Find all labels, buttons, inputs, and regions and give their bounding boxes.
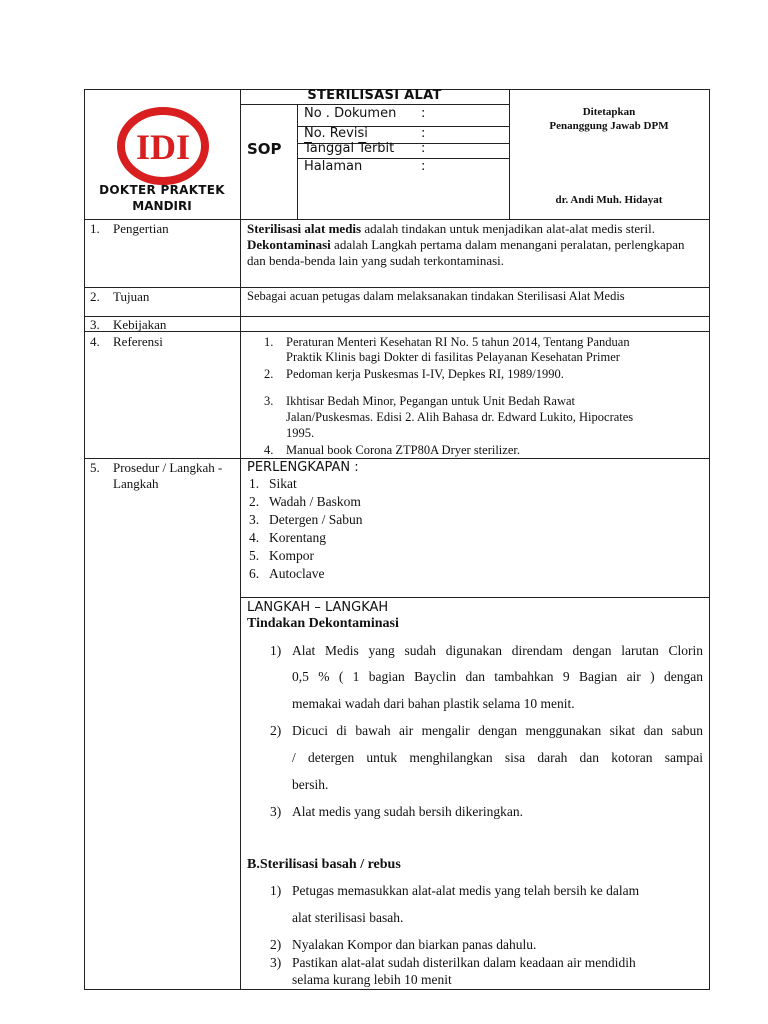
langkah-title: LANGKAH – LANGKAH — [247, 600, 389, 615]
term-dekontaminasi: Dekontaminasi — [247, 237, 331, 252]
row-label: Tujuan — [113, 289, 150, 304]
step-number: 2) — [270, 937, 282, 952]
ref-text: Ikhtisar Bedah Minor, Pegangan untuk Unit Bedah Rawat — [286, 394, 576, 408]
document-title: STERILISASI ALAT — [307, 88, 442, 103]
row-number: 2. — [90, 289, 100, 304]
step-text: 0,5 % ( 1 bagian Bayclin dan tambahkan 9 Bagian air ) dengan — [292, 669, 703, 684]
dekontaminasi-title: Tindakan Dekontaminasi — [247, 616, 399, 631]
step-text: selama kurang lebih 10 menit — [292, 972, 452, 987]
ref-text: Manual book Corona ZTP80A Dryer sterilizer. — [286, 443, 520, 457]
field-label: Tanggal Terbit — [304, 141, 395, 156]
idi-logo — [117, 107, 209, 185]
ref-number: 4. — [264, 443, 274, 457]
step-text: Pastikan alat-alat sudah disterilkan dalam keadaan air mendidih — [292, 955, 636, 970]
step-text: / detergen untuk menghilangkan sisa darah dan kotoran sampai — [292, 750, 703, 765]
approval-role: Penanggung Jawab DPM — [549, 120, 669, 132]
field-sep: : — [421, 126, 426, 141]
pengertian-text — [247, 221, 692, 269]
org-name-line2: MANDIRI — [132, 199, 192, 213]
term-sterilisasi: Sterilisasi alat medis — [247, 221, 362, 236]
ref-number: 3. — [264, 394, 274, 408]
step-number: 2) — [270, 723, 282, 738]
def-sterilisasi: adalah tindakan untuk menjadikan alat-alat medis steril. — [361, 221, 655, 236]
list-item: Wadah / Baskom — [269, 494, 361, 509]
row-number: 5. — [90, 460, 100, 475]
step-text: bersih. — [292, 777, 329, 792]
list-item: Korentang — [269, 530, 326, 545]
list-item: Kompor — [269, 548, 314, 563]
step-text: memakai wadah dari bahan plastik selama 10 menit. — [292, 696, 575, 711]
perlengkapan-title: PERLENGKAPAN : — [247, 460, 359, 475]
logo-lettering: IDI — [135, 127, 191, 167]
list-item: Detergen / Sabun — [269, 512, 363, 527]
ref-number: 1. — [264, 335, 274, 349]
row-number: 4. — [90, 334, 100, 349]
tujuan-text: Sebagai acuan petugas dalam melaksanakan tindakan Sterilisasi Alat Medis — [247, 289, 625, 303]
row-label: Kebijakan — [113, 317, 167, 332]
ref-text: Praktik Klinis bagi Dokter di fasilitas Pelayanan Kesehatan Primer — [286, 350, 620, 364]
step-number: 1) — [270, 643, 282, 658]
row-number: 3. — [90, 317, 100, 332]
list-number: 6. — [249, 566, 260, 581]
approval-signer: dr. Andi Muh. Hidayat — [555, 194, 663, 206]
step-number: 3) — [270, 804, 282, 819]
step-text: Alat Medis yang sudah digunakan direndam dengan larutan Clorin — [292, 643, 703, 658]
list-number: 1. — [249, 476, 260, 491]
row-label: Pengertian — [113, 221, 169, 236]
ref-text: 1995. — [286, 426, 315, 440]
def-dekontaminasi: adalah Langkah pertama dalam menangani peralatan, perlengkapan dan benda-benda lain yang sudah terkontaminasi. — [247, 237, 685, 268]
sop-label: SOP — [247, 140, 282, 158]
step-text: Petugas memasukkan alat-alat medis yang telah bersih ke dalam — [292, 883, 640, 898]
row-label-continued: Langkah — [113, 476, 159, 491]
list-number: 4. — [249, 530, 260, 545]
field-label: No. Revisi — [304, 126, 368, 141]
row-label: Referensi — [113, 334, 163, 349]
row-number: 1. — [90, 221, 100, 236]
ref-text: Pedoman kerja Puskesmas I-IV, Depkes RI, 1989/1990. — [286, 367, 564, 381]
ref-text: Peraturan Menteri Kesehatan RI No. 5 tahun 2014, Tentang Panduan — [286, 335, 630, 349]
step-number: 3) — [270, 955, 282, 970]
field-sep: : — [421, 106, 426, 121]
step-text: Nyalakan Kompor dan biarkan panas dahulu. — [292, 937, 537, 952]
field-label: No . Dokumen — [304, 106, 397, 121]
step-text: Dicuci di bawah air mengalir dengan menggunakan sikat dan sabun — [292, 723, 703, 738]
step-text: Alat medis yang sudah bersih dikeringkan. — [292, 804, 523, 819]
field-sep: : — [421, 141, 426, 156]
row-label: Prosedur / Langkah - — [113, 460, 223, 475]
field-sep: : — [421, 159, 426, 174]
ref-text: Jalan/Puskesmas. Edisi 2. Alih Bahasa dr. Edward Lukito, Hipocrates — [286, 410, 634, 424]
field-label: Halaman — [304, 159, 363, 174]
list-number: 5. — [249, 548, 260, 563]
step-text: alat sterilisasi basah. — [292, 910, 404, 925]
step-number: 1) — [270, 883, 282, 898]
rebus-title: B.Sterilisasi basah / rebus — [247, 857, 401, 872]
list-item: Autoclave — [269, 566, 325, 581]
approval-title: Ditetapkan — [582, 106, 636, 118]
list-number: 2. — [249, 494, 260, 509]
list-item: Sikat — [269, 476, 297, 491]
list-number: 3. — [249, 512, 260, 527]
ref-number: 2. — [264, 367, 274, 381]
org-name-line1: DOKTER PRAKTEK — [99, 183, 225, 197]
